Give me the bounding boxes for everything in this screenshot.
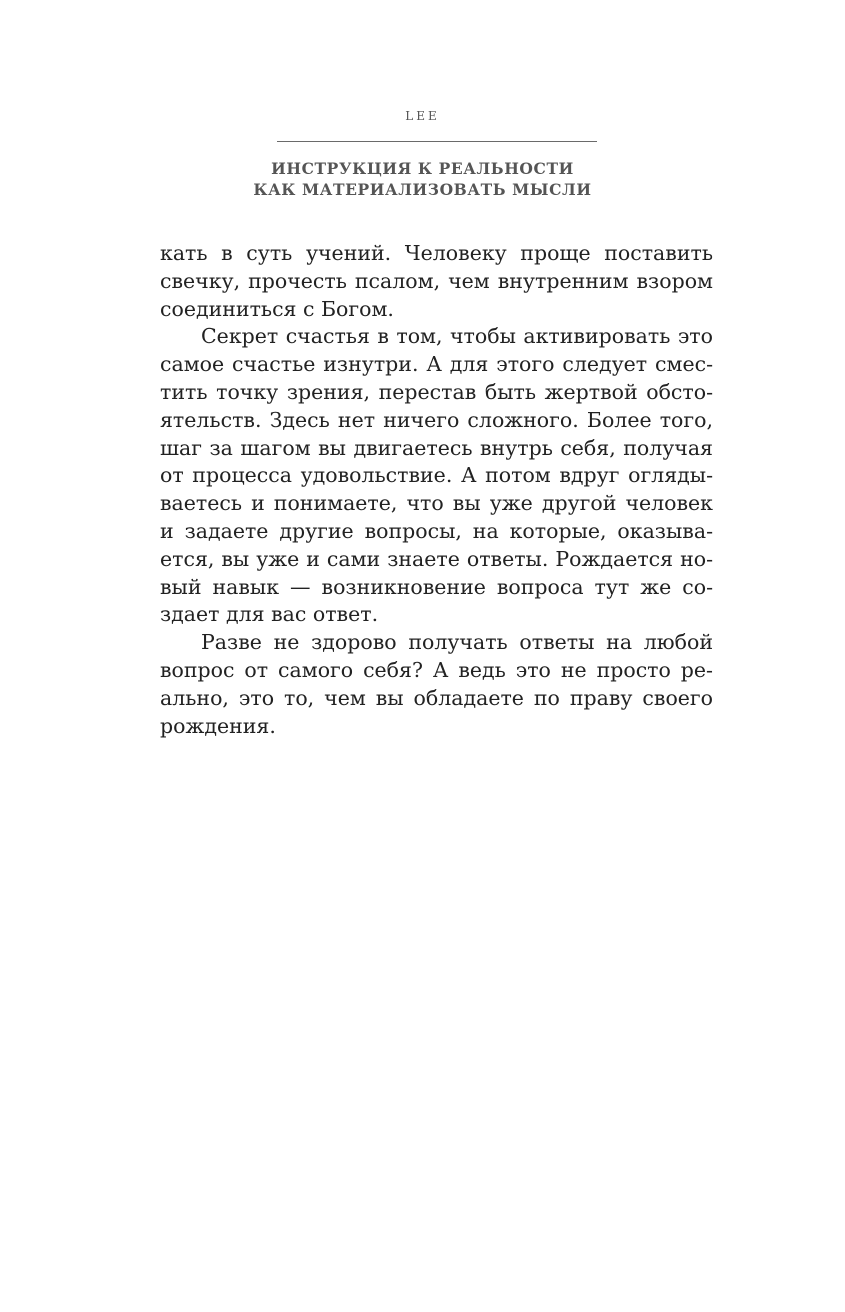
text-line: ется, вы уже и сами знаете ответы. Рождается но- [160, 546, 713, 571]
text-line: ятельств. Здесь нет ничего сложного. Более того, [160, 407, 713, 432]
running-head-title-line-2: КАК МАТЕРИАЛИЗОВАТЬ МЫСЛИ [253, 180, 592, 199]
running-head-author: LEE [405, 109, 440, 123]
text-line: кать в суть учений. Человеку проще поставить [160, 241, 713, 265]
text-line: вый навык — возникновение вопроса тут же со- [160, 574, 713, 599]
body-text [160, 240, 713, 740]
paragraph-3 [160, 629, 713, 740]
paragraph-2 [160, 323, 713, 629]
text-line: вопрос от самого себя? А ведь это не просто ре- [160, 657, 713, 682]
text-line: Разве не здорово получать ответы на любой [201, 630, 713, 655]
text-line: тить точку зрения, перестав быть жертвой обсто- [160, 379, 713, 404]
text-line: соединиться с Богом. [160, 296, 394, 321]
text-line: самое счастье изнутри. А для этого следует смес- [160, 352, 713, 377]
text-line: рождения. [160, 713, 276, 738]
text-line: свечку, прочесть псалом, чем внутренним взором [160, 268, 713, 293]
text-line: шаг за шагом вы двигаетесь внутрь себя, получая [160, 435, 713, 460]
text-line: Секрет счастья в том, чтобы активировать это [201, 324, 713, 349]
running-head-title-line-1: ИНСТРУКЦИЯ К РЕАЛЬНОСТИ [271, 159, 574, 178]
text-line: ально, это то, чем вы обладаете по праву своего [160, 685, 713, 710]
paragraph-1 [160, 240, 713, 323]
text-line: от процесса удовольствие. А потом вдруг огляды- [160, 463, 713, 488]
text-line: и задаете другие вопросы, на которые, оказыва- [160, 518, 713, 543]
text-line: ваетесь и понимаете, что вы уже другой человек [160, 491, 713, 516]
header-divider [277, 141, 597, 142]
text-line: здает для вас ответ. [160, 602, 379, 627]
